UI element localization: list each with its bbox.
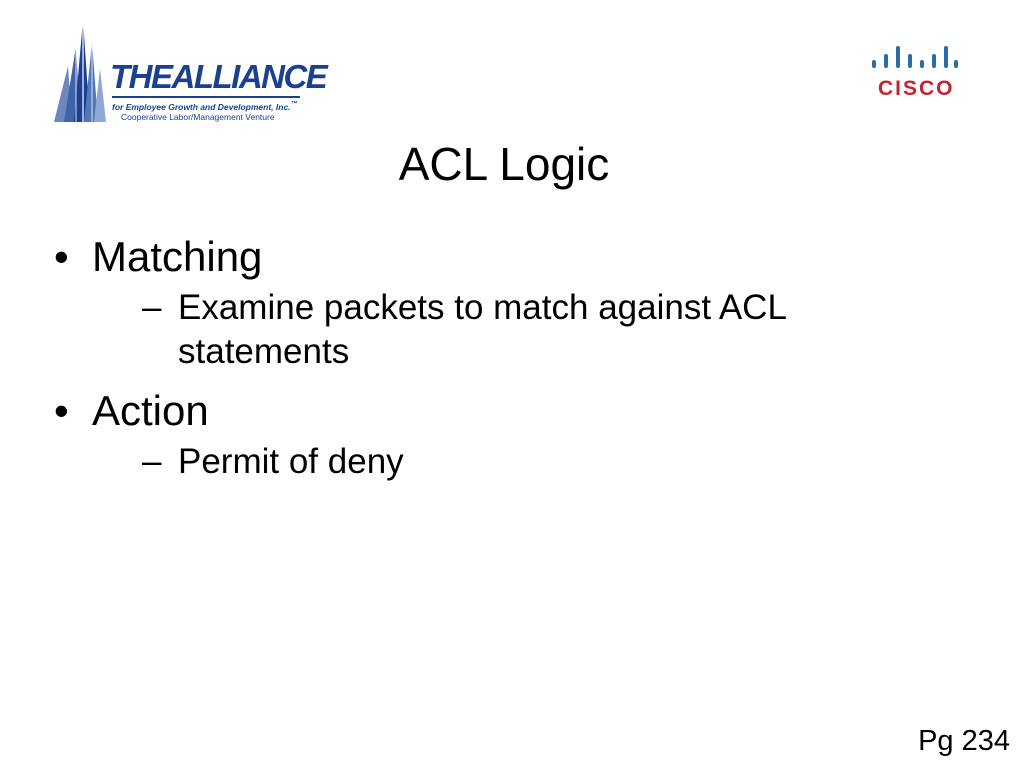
- page-number: Pg 234: [918, 725, 1010, 757]
- alliance-venture: Cooperative Labor/Management Venture: [121, 112, 275, 122]
- cisco-wordmark: CISCO: [878, 77, 955, 100]
- sub-item: [132, 286, 952, 376]
- alliance-trademark: ™: [290, 100, 298, 108]
- dash-glyph: –: [142, 288, 162, 327]
- cisco-bridge-bars-icon: [870, 44, 958, 72]
- bullet-glyph: •: [54, 387, 69, 434]
- alliance-logo: [50, 18, 327, 126]
- sub-item-text: Permit of deny: [178, 442, 404, 481]
- sub-list: [92, 440, 952, 486]
- bullet-matching: [52, 228, 952, 376]
- alliance-tagline: [112, 101, 298, 111]
- alliance-wordmark: THEALLIANCE: [110, 58, 327, 95]
- sub-item-text: Examine packets to match against ACL statements: [178, 288, 786, 371]
- dash-glyph: –: [142, 442, 162, 481]
- sub-list: [92, 286, 952, 376]
- alliance-tower-icon: [50, 18, 110, 124]
- bullet-label: Matching: [92, 233, 263, 280]
- alliance-tagline-text: for Employee Growth and Development, Inc.: [112, 101, 291, 112]
- bullet-label: Action: [92, 387, 209, 434]
- cisco-logo: [866, 44, 962, 100]
- bullet-action: [52, 382, 952, 486]
- slide-bullet-list: [52, 228, 952, 492]
- bullet-glyph: •: [54, 233, 69, 280]
- alliance-divider: [112, 96, 300, 98]
- sub-item: [132, 440, 952, 486]
- slide-title: ACL Logic: [398, 138, 610, 190]
